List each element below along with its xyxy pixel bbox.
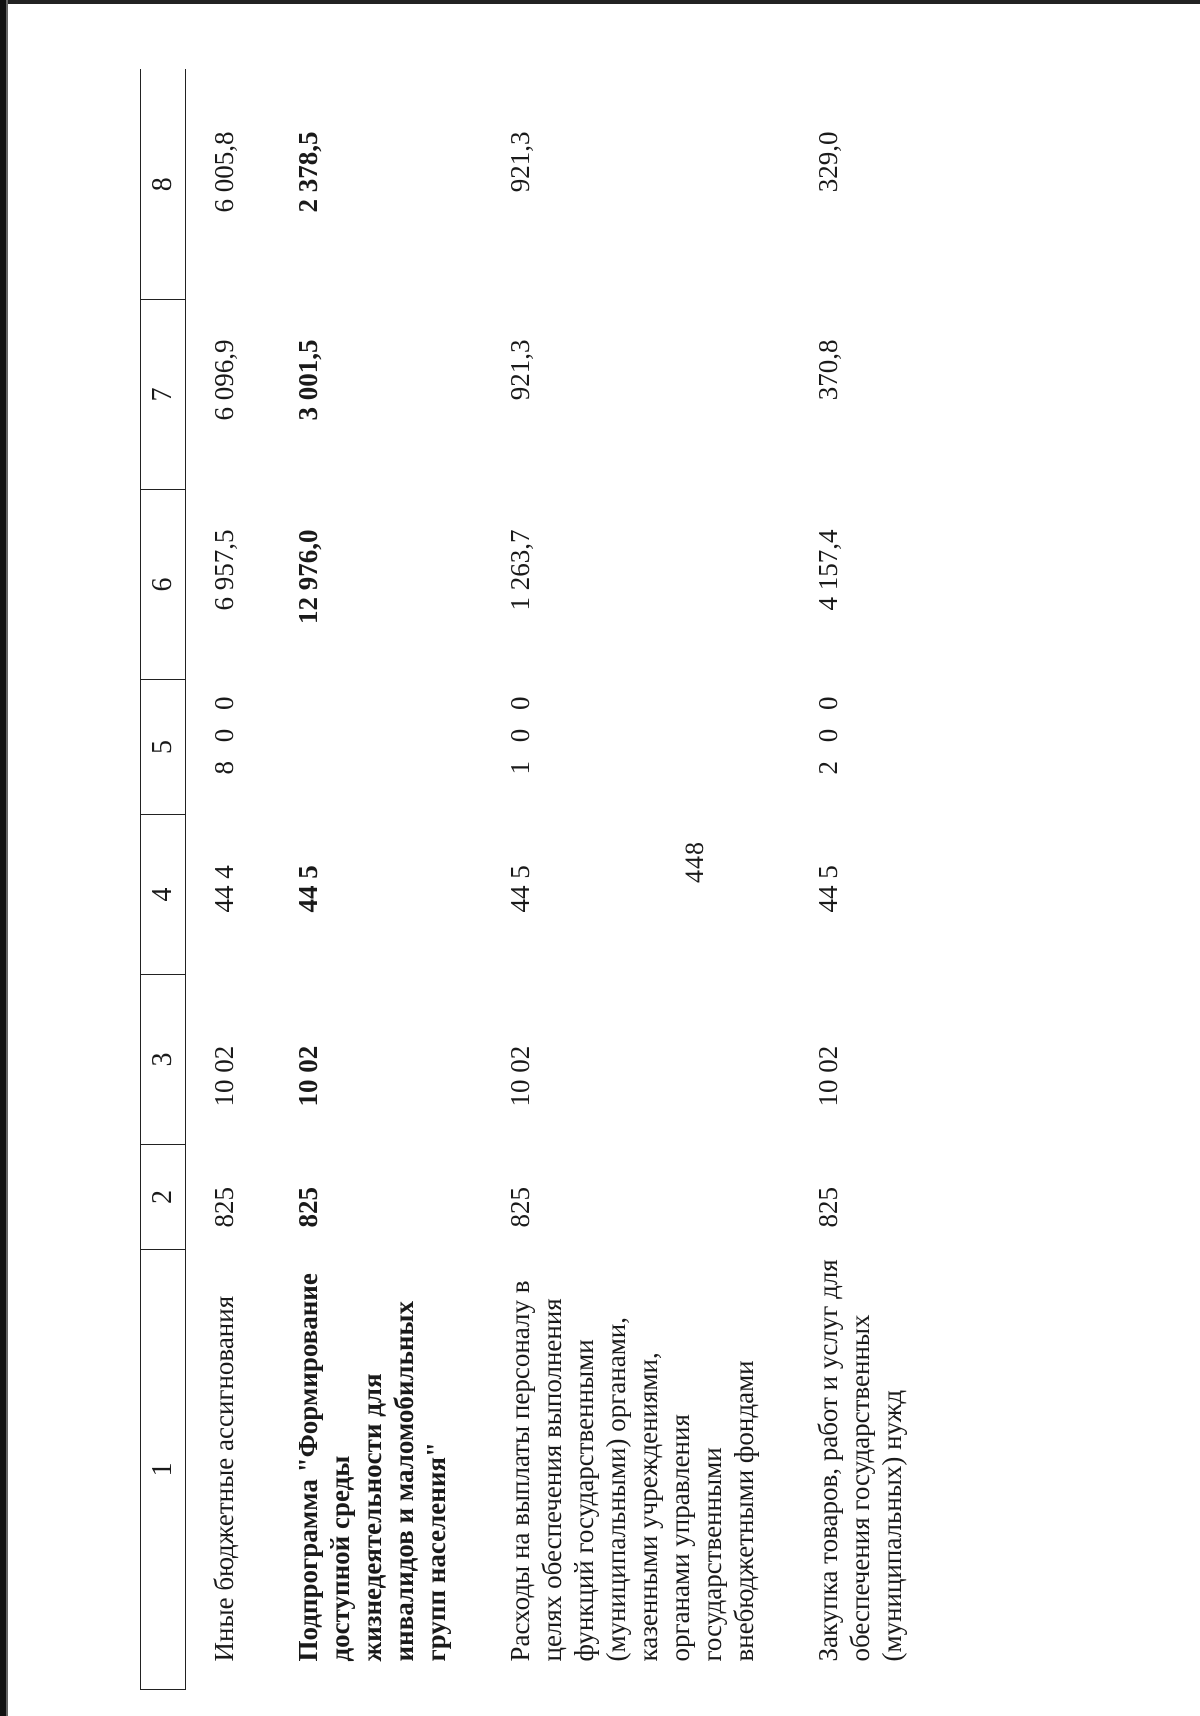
header-row [141,70,186,1690]
table-row [482,70,790,1690]
header-col-6: 6 [141,490,186,680]
row-value-col7: 370,8 [813,339,843,401]
budget-table [140,70,938,1691]
row-code-expense-type: 1 0 0 [505,690,535,775]
row-code-program: 44 5 [505,865,535,913]
page-number: 448 [680,841,709,883]
row-code-program: 44 5 [293,865,323,913]
row-name: Закупка товаров, работ и услуг для обеспечения государственных (муниципальных) нужд [813,1259,907,1662]
header-col-1: 1 [141,1250,186,1690]
header-col-5: 5 [141,680,186,815]
row-code-ministry: 825 [293,1187,323,1228]
row-code-ministry: 825 [505,1187,535,1228]
header-col-8: 8 [141,70,186,300]
row-value-col8: 2 378,5 [293,131,323,213]
scan-edge-left-shadow [6,0,8,1716]
row-value-col6: 12 976,0 [293,529,323,624]
row-code-expense-type: 8 0 0 [209,690,239,775]
header-col-7: 7 [141,300,186,490]
scan-edge-top [0,0,1200,4]
row-value-col8: 6 005,8 [209,131,239,213]
row-value-col6: 1 263,7 [505,529,535,611]
row-code-expense-type: 2 0 0 [813,690,843,775]
rotated-table-wrapper [140,70,1180,1690]
row-value-col8: 329,0 [813,131,843,193]
table-row [790,70,938,1690]
row-value-col7: 3 001,5 [293,339,323,421]
table-row [270,70,482,1690]
row-code-section: 10 02 [293,1045,323,1107]
row-code-program: 44 5 [813,865,843,913]
header-col-3: 3 [141,975,186,1145]
row-value-col6: 4 157,4 [813,529,843,611]
header-col-4: 4 [141,815,186,975]
row-name: Подпрограмма "Формирование доступной среды жизнедеятельности для инвалидов и маломобильных групп населения" [293,1273,451,1662]
row-value-col7: 6 096,9 [209,339,239,421]
row-code-program: 44 4 [209,865,239,913]
row-value-col7: 921,3 [505,339,535,401]
row-value-col6: 6 957,5 [209,529,239,611]
row-code-ministry: 825 [209,1187,239,1228]
table-row [186,70,271,1690]
row-name: Расходы на выплаты персоналу в целях обеспечения выполнения функций государственными (муниципальными) органами, казенными учреждениями, органами управления государственными внебюджетными фондами [505,1280,759,1662]
row-code-section: 10 02 [209,1045,239,1107]
row-code-ministry: 825 [813,1187,843,1228]
header-col-2: 2 [141,1145,186,1250]
row-code-expense-type [270,680,482,815]
row-code-section: 10 02 [505,1045,535,1107]
row-name: Иные бюджетные ассигнования [209,1295,239,1662]
row-value-col8: 921,3 [505,131,535,193]
row-code-section: 10 02 [813,1045,843,1107]
